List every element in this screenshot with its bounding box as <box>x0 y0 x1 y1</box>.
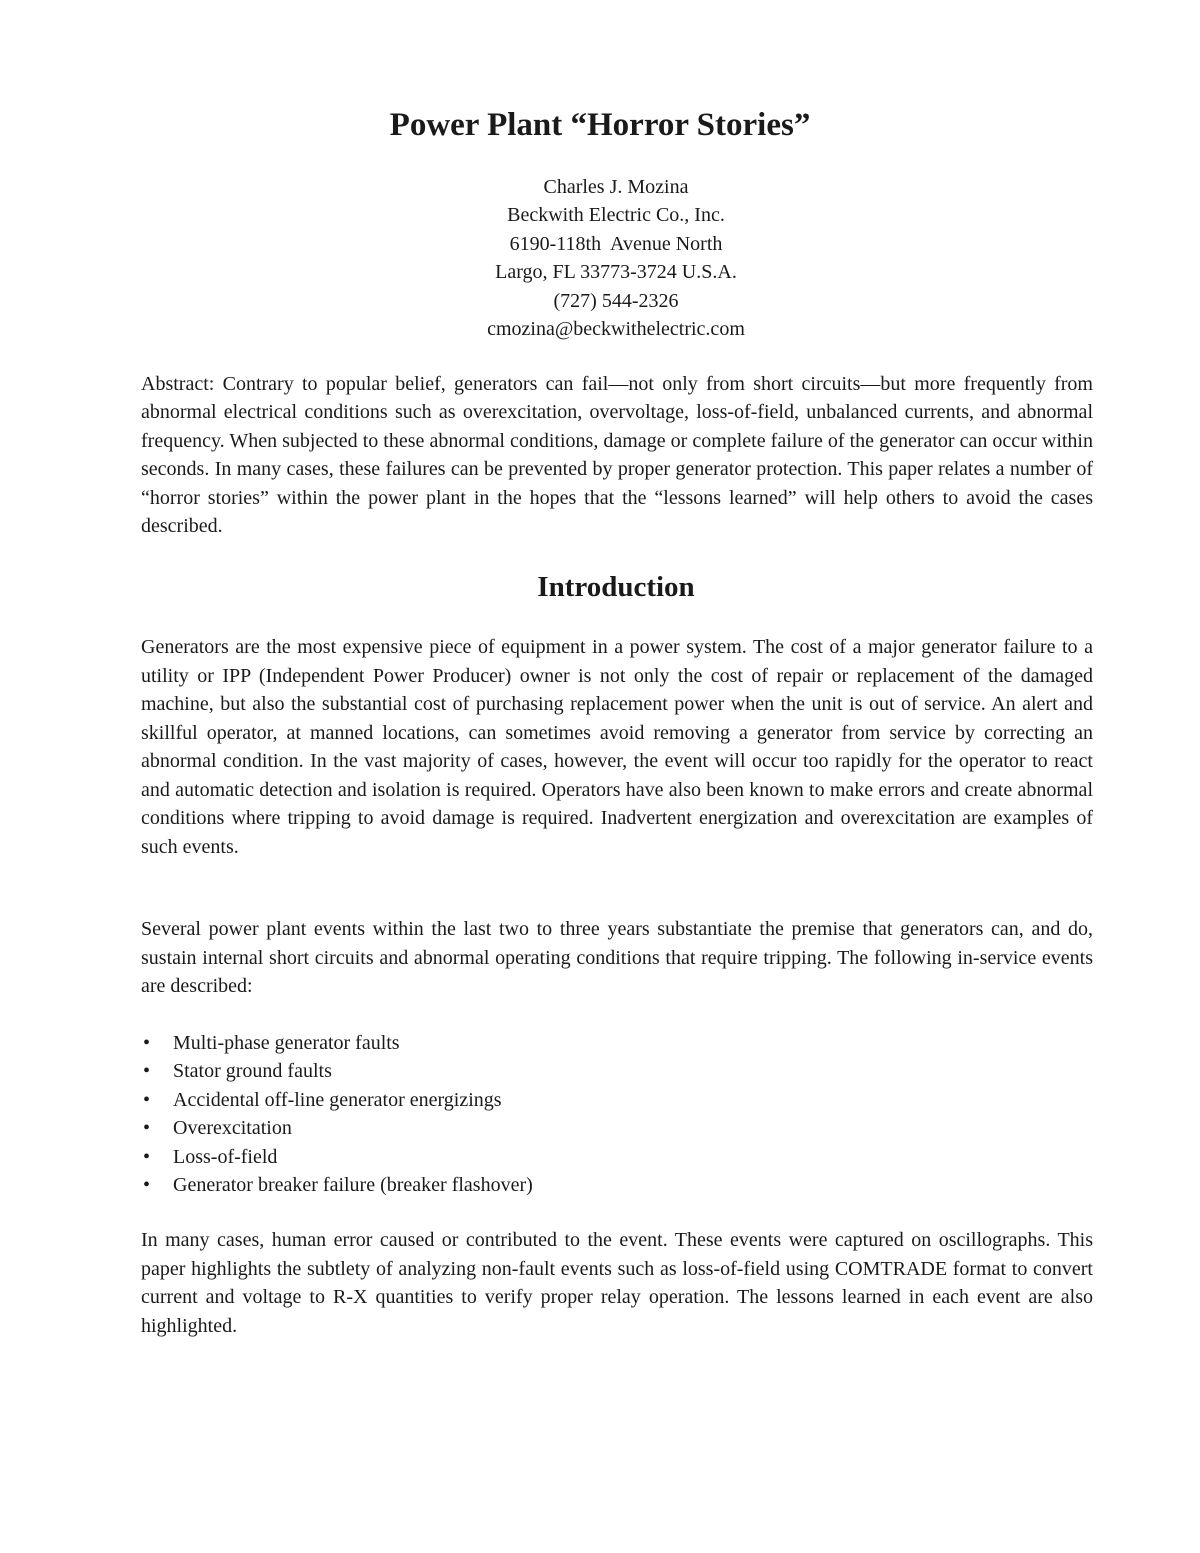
bullet-icon: • <box>143 1032 151 1054</box>
author-phone: (727) 544-2326 <box>553 289 679 312</box>
bullet-icon: • <box>143 1174 151 1197</box>
author-street: 6190-118th Avenue North <box>509 232 723 255</box>
list-item-text: Generator breaker failure (breaker flashover) <box>173 1174 533 1197</box>
section-heading-introduction: Introduction <box>537 571 695 603</box>
bullet-icon: • <box>143 1145 151 1168</box>
list-item-text: Overexcitation <box>173 1117 292 1140</box>
author-city: Largo, FL 33773-3724 U.S.A. <box>495 261 737 284</box>
list-item-text: Loss-of-field <box>173 1145 278 1168</box>
author-name: Charles J. Mozina <box>543 176 689 198</box>
list-item <box>141 1086 1093 1114</box>
list-item <box>141 1143 1093 1171</box>
author-block <box>0 173 1200 343</box>
author-email: cmozina@beckwithelectric.com <box>487 318 745 341</box>
list-item-text: Multi-phase generator faults <box>173 1032 400 1054</box>
intro-paragraph-2: Several power plant events within the last two to three years substantiate the premise that generators can, and do, sustain internal short circuits and abnormal operating conditions that require tripping. The following in-service events are described: <box>141 918 1093 997</box>
paper-title: Power Plant “Horror Stories” <box>389 107 811 143</box>
bullet-icon: • <box>143 1060 151 1083</box>
bullet-icon: • <box>143 1088 151 1111</box>
author-company: Beckwith Electric Co., Inc. <box>507 204 725 227</box>
bullet-icon: • <box>143 1117 151 1140</box>
list-item <box>141 1171 1093 1199</box>
event-list <box>141 1029 1093 1199</box>
list-item <box>141 1114 1093 1142</box>
list-item-text: Stator ground faults <box>173 1060 332 1083</box>
intro-paragraph-1: Generators are the most expensive piece of equipment in a power system. The cost of a major generator failure to a utility or IPP (Independent Power Producer) owner is not only the cost of repair or replacement of the damaged machine, but also the substantial cost of purchasing replacement power when the unit is out of service. An alert and skillful operator, at manned locations, can sometimes avoid removing a generator from service by correcting an abnormal condition. In the vast majority of cases, however, the event will occur too rapidly for the operator to react and automatic detection and isolation is required. Operators have also been known to make errors and create abnormal conditions where tripping to avoid damage is required. Inadvertent energization and overexcitation are examples of such events. <box>141 636 1093 858</box>
list-item <box>141 1029 1093 1057</box>
list-item-text: Accidental off-line generator energizings <box>173 1088 502 1111</box>
intro-paragraph-3: In many cases, human error caused or contributed to the event. These events were captured on oscillographs. This paper highlights the subtlety of analyzing non-fault events such as loss-of-field using COMTRADE format to convert current and voltage to R-X quantities to verify proper relay operation. The lessons learned in each event are also highlighted. <box>141 1229 1093 1337</box>
abstract-paragraph: Abstract: Contrary to popular belief, generators can fail—not only from short circuits—but more frequently from abnormal electrical conditions such as overexcitation, overvoltage, loss-of-field, unbalanced currents, and abnormal frequency. When subjected to these abnormal conditions, damage or complete failure of the generator can occur within seconds. In many cases, these failures can be prevented by proper generator protection. This paper relates a number of “horror stories” within the power plant in the hopes that the “lessons learned” will help others to avoid the cases described. <box>141 373 1093 538</box>
list-item <box>141 1057 1093 1085</box>
